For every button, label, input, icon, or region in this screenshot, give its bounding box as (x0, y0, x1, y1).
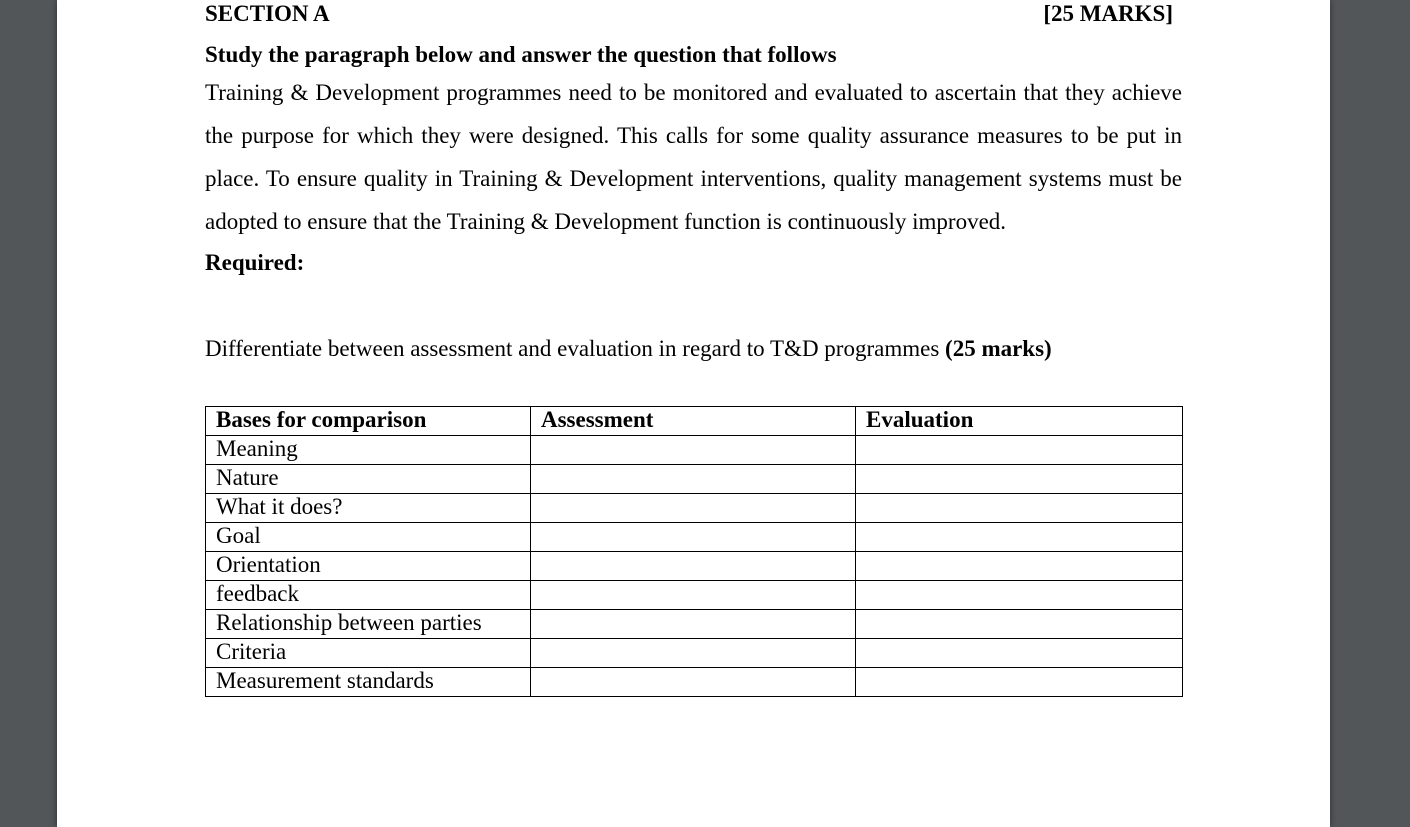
evaluation-cell (856, 639, 1183, 668)
evaluation-cell (856, 581, 1183, 610)
page-content (205, 0, 1182, 697)
section-marks: [25 MARKS] (1043, 1, 1173, 26)
section-header (205, 0, 1182, 28)
question-text (205, 335, 1182, 363)
row-basis: Measurement standards (206, 668, 531, 697)
table-row (206, 523, 1183, 552)
assessment-cell (531, 494, 856, 523)
assessment-cell (531, 639, 856, 668)
comparison-table (205, 406, 1183, 697)
section-title: SECTION A (205, 1, 330, 26)
assessment-cell (531, 523, 856, 552)
required-label: Required: (205, 250, 305, 275)
table-row (206, 668, 1183, 697)
row-basis: What it does? (206, 494, 531, 523)
row-basis: Relationship between parties (206, 610, 531, 639)
evaluation-cell (856, 523, 1183, 552)
evaluation-cell (856, 436, 1183, 465)
assessment-cell (531, 436, 856, 465)
table-header-row (206, 407, 1183, 436)
assessment-cell (531, 668, 856, 697)
table-row (206, 610, 1183, 639)
assessment-cell (531, 552, 856, 581)
evaluation-cell (856, 552, 1183, 581)
table-row (206, 639, 1183, 668)
evaluation-cell (856, 668, 1183, 697)
row-basis: Goal (206, 523, 531, 552)
table-row (206, 465, 1183, 494)
header-bases: Bases for comparison (206, 407, 531, 436)
instruction-text: Study the paragraph below and answer the question that follows (205, 42, 837, 67)
evaluation-cell (856, 494, 1183, 523)
assessment-cell (531, 465, 856, 494)
row-basis: feedback (206, 581, 531, 610)
question-body: Differentiate between assessment and evaluation in regard to T&D programmes (205, 336, 946, 361)
row-basis: Nature (206, 465, 531, 494)
header-assessment: Assessment (531, 407, 856, 436)
table-row (206, 552, 1183, 581)
table-row (206, 581, 1183, 610)
question-marks: (25 marks) (945, 336, 1052, 361)
evaluation-cell (856, 465, 1183, 494)
row-basis: Criteria (206, 639, 531, 668)
assessment-cell (531, 581, 856, 610)
assessment-cell (531, 610, 856, 639)
evaluation-cell (856, 610, 1183, 639)
header-evaluation: Evaluation (856, 407, 1183, 436)
table-row (206, 494, 1183, 523)
row-basis: Orientation (206, 552, 531, 581)
document-page (57, 0, 1330, 827)
table-row (206, 436, 1183, 465)
case-paragraph: Training & Development programmes need to be monitored and evaluated to ascertain that they achieve the purpose for which they were designed. This calls for some quality assurance measures to be put in place. To ensure quality in Training & Development interventions, quality management systems must be adopted to ensure that the Training & Development function is continuously improved. (205, 80, 1182, 234)
row-basis: Meaning (206, 436, 531, 465)
